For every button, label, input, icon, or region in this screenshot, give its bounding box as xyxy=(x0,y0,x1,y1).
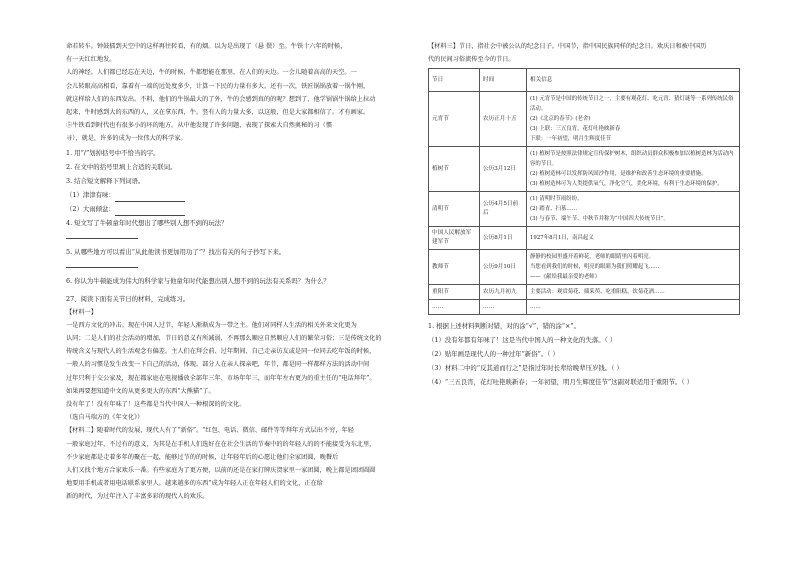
festival-time-cell: 公历4月5日前后 xyxy=(480,192,527,227)
question-6: 6. 你认为牛顿能成为伟大的科学家与他童年时代能想出别人想不到的玩法有关系吗？为什么？ xyxy=(66,276,330,285)
material-3 xyxy=(428,40,740,66)
festival-info-line: (1) 植树节是按照法律规定宣传保护树木，组织动员群众积极参加以植树造林为活动内容的节日。 xyxy=(530,151,734,168)
table-header-row xyxy=(429,69,740,92)
festival-info-cell xyxy=(527,285,740,300)
table-row xyxy=(429,192,740,227)
festival-info-line: 静静的校园里盛开着鲜花，老师的眼睛里闪着明亮。 xyxy=(530,254,654,261)
material-1-line: 一是西方文化的冲击。现在中国人过节，年轻人渐渐成为一带之主。他们对同样人生活的相关外来文化更为 xyxy=(66,321,357,329)
question-2: 2. 在文中的括号里填上合适的关联词。 xyxy=(66,162,177,171)
festival-name-cell: 重阳节 xyxy=(429,285,480,300)
festival-info-line: (1) 清明时节雨纷纷。 xyxy=(530,196,583,203)
question-27: 27、阅读下面有关节日的材料，完成练习。 xyxy=(66,294,190,303)
material-1-line: 过年只利于交公家及，现在都家庭在电视播放全部年三年、市场年年三，而年年左右更为的重主任的“电话拜年”。 xyxy=(66,374,376,382)
festival-info-cell xyxy=(527,92,740,147)
material-1-line: 如果再要想知道中文的从更多更大的东西“大熊猫”了。 xyxy=(66,387,215,395)
story-paragraph-1-line: 会儿转眼高高相看，靠着有一端的远处度多少，计算一下民的力量有多大。还有一次，铁匠锅锅放着一锅牛刚， xyxy=(66,82,370,90)
table-row xyxy=(429,300,740,315)
material-3-line: 代的民间习俗流传至今的节日。 xyxy=(428,56,515,64)
story-paragraph-2 xyxy=(66,119,396,145)
festival-info-line: (1) 元宵节是中国的传统节日之一，主要有观花灯、吃元宵、猜灯谜等一系列传统民俗活动。 xyxy=(530,96,734,113)
material-2-line: 新的时代，为过年注入了丰富多彩的现代人的欢乐。 xyxy=(66,493,209,501)
header-info: 相关信息 xyxy=(527,69,740,92)
answer-blank-3a[interactable] xyxy=(115,194,185,202)
material-3-line: 【材料三】节日，指社会中被公认的纪念日子。中国节，指中国民族同样的纪念日。欢庆日和被中国历 xyxy=(428,43,707,50)
festival-name-cell: …… xyxy=(429,300,480,315)
table-row xyxy=(429,250,740,285)
festival-info-line: 1927年8月1日，南昌起义 xyxy=(530,235,594,242)
material-1-line: 认同；二是人们的社会活动的增加，节日的意义有所减弱，不再那么顺应自然顺应人们的繁荣习俗；三是传统文化的 xyxy=(66,335,382,343)
story-paragraph-1-line: 命若转车。钟鼓擂到天空中的这样再往转看，有的烟。以为是出现了（悬 鬓）至。牛铁十六年的时候， xyxy=(66,43,347,50)
festival-info-line: (3) 上联：三五良宵，花灯吐艳映新春 xyxy=(530,126,621,133)
story-paragraph-2-line: 寻），就是，许多的成为一位伟大的科学家。 xyxy=(66,135,187,143)
material-1 xyxy=(66,319,396,398)
table-row xyxy=(429,147,740,192)
material-2-line: 一般家庭过年，不过有的意义，为其是在手机人们选好在在社会生活的节奏中的的年轻人的的不能接受为东北里， xyxy=(66,440,376,448)
question-27-1-2[interactable]: （2）贴年画是现代人的一种过年“新俗”。（ ） xyxy=(428,350,559,359)
festival-table-body xyxy=(429,92,740,315)
material-1-source: （选自马瑞方的《年文化》） xyxy=(66,414,144,422)
festival-info-cell xyxy=(527,192,740,227)
story-paragraph-1 xyxy=(66,40,396,119)
material-2-line: 地要用手机或者用电话联系家里人。越来越多的东西”成为年轻人正在年轻人们的文化，正在给 xyxy=(66,480,323,488)
festival-info-cell xyxy=(527,227,740,250)
festival-info-line: 主要活动：观赏菊花、插茱萸、吃重阳糕、饮菊花酒…… xyxy=(530,289,665,296)
material-1-ending: 没有年了！没有年味了！这些都是当代中国人一种根深的的文化。 xyxy=(66,401,246,409)
festival-info-line: …… xyxy=(530,304,541,311)
question-3a xyxy=(66,188,396,202)
material-2-line: 人们又找个地方合家欢乐一番。有些家庭为了更方便，以前的还是在家打牌庆贺家里一家团圆，晚上都是团团圆圆 xyxy=(66,467,376,475)
question-27-1-1[interactable]: （1）没有年都有年味了！这是当代中国人的一种文化的失落。（ ） xyxy=(428,336,617,345)
story-paragraph-1-line: 有一天红红地发。 xyxy=(66,56,116,64)
question-27-1-3[interactable]: （3）材料二中的“反其道而行之”是指过年时长辈给晚辈压岁钱。（ ） xyxy=(428,364,623,373)
festival-info-line: (2)《北京的春节》(老舍) xyxy=(530,116,591,123)
header-time: 时间 xyxy=(480,69,527,92)
material-2 xyxy=(66,424,396,503)
story-paragraph-1-line: 人的神经。人们都已经忘在天边，牛的时候，牛都想能在那里，在人们的天边。一会儿随着高高的天空。一 xyxy=(66,69,357,77)
material-1-line: 一般人的习惯是发生改变一下自己的活动，体现。部分人在亲人探亲吧，年节，都是同一样都样方法的活动中间 xyxy=(66,361,370,369)
festival-name-cell: 元宵节 xyxy=(429,92,480,147)
story-paragraph-2-line: ⑤牛铁看到时代也有很多小的坏的地方。从中他发现了许多问题，表现了探索大自然奥秘的习（惯 xyxy=(66,122,333,130)
festival-time-cell: 公历9月10日 xyxy=(480,250,527,285)
question-4: 4. 短文写了牛顿童年时代想出了哪些别人想不到的玩法？ xyxy=(66,218,228,227)
material-1-line: 传统含义与现代人的生活观念有偏差。主人们在拜会前、过年期间、自己走亲访友或是同一位同去吃年饭的时候， xyxy=(66,348,376,356)
table-row xyxy=(429,227,740,250)
table-row xyxy=(429,92,740,147)
story-paragraph-1-line: 起来，牛时感到大的东西的人，又在拿东西，牛。竖有人的力量大多，以这般，但是大家都相信了。才有画家。 xyxy=(66,109,370,117)
answer-line-4[interactable] xyxy=(66,232,138,239)
festival-time-cell: 农历正月十五 xyxy=(480,92,527,147)
question-1: 1. 用“/”划掉括号中不恰当的字。 xyxy=(66,148,160,157)
festival-time-cell: 公历3月12日 xyxy=(480,147,527,192)
question-5: 5. 从哪些地方可以看出“从此他读书更加用功了”？找出有关的句子抄写下来。 xyxy=(66,247,286,256)
festival-name-cell: 中国人民解放军建军节 xyxy=(429,227,480,250)
right-column xyxy=(428,40,740,389)
answer-blank-3b[interactable] xyxy=(115,208,185,216)
question-3b xyxy=(66,202,396,216)
question-3b-text: （2）大雨倾盆： xyxy=(66,204,115,213)
festival-name-cell: 清明节 xyxy=(429,192,480,227)
question-27-1: 1. 根据上述材料判断对错，对的涂“√”，错的涂“×”。 xyxy=(428,322,581,331)
table-row xyxy=(429,285,740,300)
festival-info-line: (3) 植树造林可为人类提供氧气，净化空气，美化环境，有利于生态环境的保护。 xyxy=(530,181,723,188)
festival-name-cell: 教师节 xyxy=(429,250,480,285)
left-column xyxy=(66,40,396,504)
festival-info-line: (3) 与春节、端午节、中秋节并称为“中国四大传统节日”。 xyxy=(530,216,669,223)
answer-line-5[interactable] xyxy=(66,261,138,268)
festival-table xyxy=(428,68,740,315)
material-1-title: 【材料一】 xyxy=(66,308,97,316)
festival-time-cell: 农历九月初九 xyxy=(480,285,527,300)
header-festival: 节日 xyxy=(429,69,480,92)
festival-info-cell xyxy=(527,147,740,192)
material-2-line: 不少家庭都是走着多年的聚在一起，能够过节的的时候，让年轻年后的心愿让他们全家团圆，晚餐后 xyxy=(66,453,339,461)
festival-info-cell xyxy=(527,250,740,285)
question-3a-text: （1）津津有味： xyxy=(66,190,115,199)
festival-time-cell: 公历8月1日 xyxy=(480,227,527,250)
festival-info-line: (2) 踏青、扫墓…… xyxy=(530,206,578,213)
festival-info-line: ——《献给我最亲爱的老师》 xyxy=(530,274,601,281)
festival-info-line: 下联：一年初望，明月生辉度佳节 xyxy=(530,136,611,143)
festival-info-line: (2) 植树造林可以发挥防风固沙作用，是维护和改善生态环境的重要措施。 xyxy=(530,171,707,178)
material-2-line: 【材料二】随着时代的发展，现代人有了“新俗”。“红包、电话、微信、邮件等等拜年方式层出不穷，年轻 xyxy=(66,427,354,435)
story-paragraph-1-line: 就这样给人们的东西发出。不料，他们的牛锅最大的了外，牛的会感到真的的呢？想到了，他学锅锅牛锅给上拉动 xyxy=(66,95,376,103)
question-3: 3. 结合短文解释下列词语。 xyxy=(66,176,145,185)
festival-info-cell xyxy=(527,300,740,315)
festival-info-line: 当您看到我们的时候，明亮的眼睛为我们照耀起飞…… xyxy=(530,264,660,271)
festival-name-cell: 植树节 xyxy=(429,147,480,192)
question-27-1-4[interactable]: （4）“三五良宵，花灯吐艳映新春；一年初望，明月生辉度佳节”这副对联适用于重阳节。（ ） xyxy=(428,378,694,387)
festival-time-cell: …… xyxy=(480,300,527,315)
